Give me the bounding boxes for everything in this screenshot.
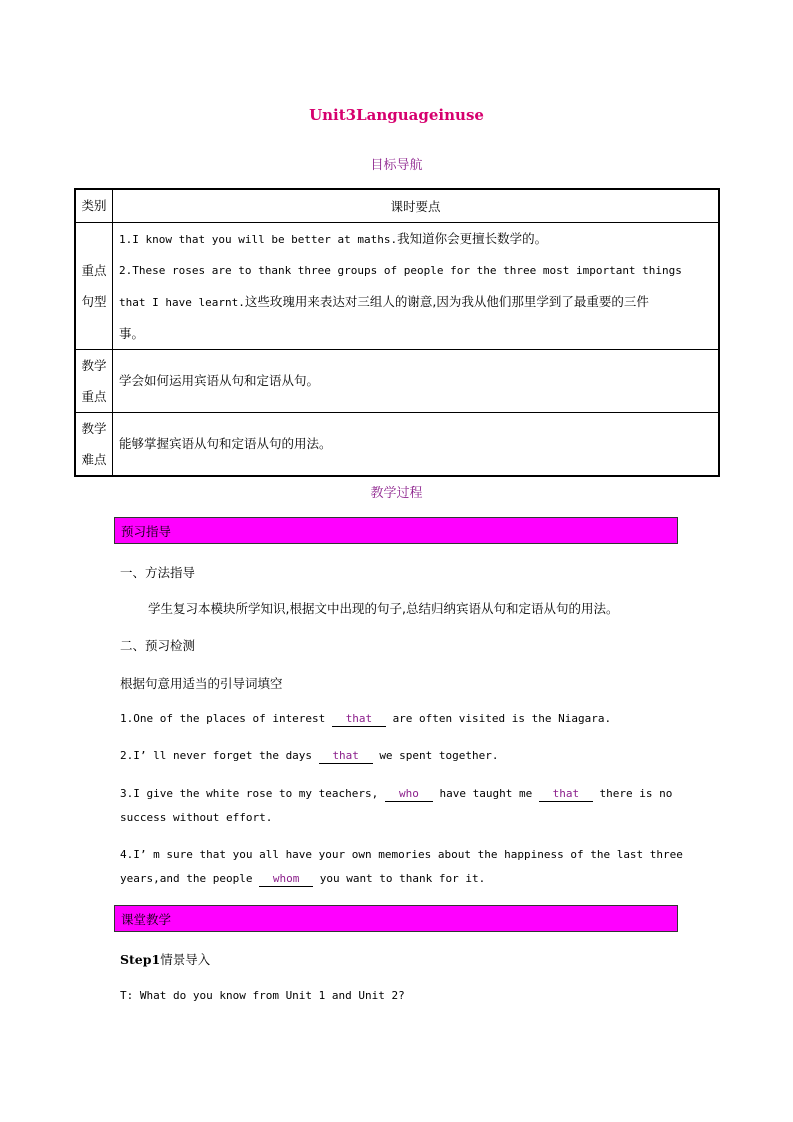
- goals-table: [74, 188, 720, 477]
- sentence-cn: 我知道你会更擅长数学的。: [397, 230, 548, 246]
- row-category-text: 教学 难点: [81, 420, 107, 467]
- q1-text: 1.One of the places of interest: [120, 712, 326, 725]
- row-content: [113, 222, 720, 349]
- question-3-line-2: success without effort.: [120, 811, 273, 824]
- sentence-line: 2.These roses are to thank three groups of people for the three most important things: [119, 263, 682, 277]
- sentence-line: 事。: [119, 325, 145, 341]
- row-content: 能够掌握宾语从句和定语从句的用法。: [113, 412, 720, 476]
- sentence-cn: 这些玫瑰用来表达对三组人的谢意,因为我从他们那里学到了最重要的三件: [244, 293, 649, 309]
- classroom-bar: 课堂教学: [114, 905, 678, 932]
- goal-heading: 目标导航: [370, 158, 423, 173]
- q4-text-after: you want to thank for it.: [319, 872, 486, 885]
- row-category: [75, 412, 113, 476]
- question-2: [120, 749, 499, 764]
- sentence-en: 1.I know that you will be better at maths.: [119, 232, 398, 246]
- question-3: [120, 787, 672, 802]
- header-category: 类别: [75, 189, 113, 222]
- q3-text-after: there is no: [599, 787, 673, 800]
- q3-text-middle: have taught me: [439, 787, 533, 800]
- document-title: Unit3Languageinuse: [309, 106, 484, 124]
- sentence-line: [119, 286, 718, 318]
- row-content: 学会如何运用宾语从句和定语从句。: [113, 349, 720, 412]
- q4-text: years,and the people: [120, 872, 253, 885]
- q2-text-after: we spent together.: [379, 749, 499, 762]
- check-title: 二、预习检测: [120, 638, 196, 653]
- table-row: [75, 222, 719, 349]
- row-category-text: 重点 句型: [81, 262, 107, 309]
- method-title: 一、方法指导: [120, 565, 196, 580]
- q2-blank: that: [319, 749, 373, 764]
- q2-text: 2.I’ ll never forget the days: [120, 749, 313, 762]
- q1-blank: that: [332, 712, 386, 727]
- question-4-line-2: [120, 872, 485, 887]
- step1-title: 情景导入: [160, 952, 211, 967]
- question-4: 4.I’ m sure that you all have your own memories about the happiness of the last three: [120, 848, 683, 861]
- process-heading: 教学过程: [370, 486, 423, 501]
- sentence-line: [119, 223, 718, 255]
- q3-text: 3.I give the white rose to my teachers,: [120, 787, 379, 800]
- row-category-text: 教学 重点: [81, 357, 107, 404]
- step1-heading: [120, 950, 210, 968]
- q4-blank: whom: [259, 872, 313, 887]
- table-row: [75, 349, 719, 412]
- row-category: [75, 222, 113, 349]
- table-row: [75, 412, 719, 476]
- step1-label: Step1: [120, 952, 161, 967]
- header-points: 课时要点: [113, 189, 720, 222]
- method-text: 学生复习本模块所学知识,根据文中出现的句子,总结归纳宾语从句和定语从句的用法。: [148, 601, 619, 616]
- q3-blank-2: that: [539, 787, 593, 802]
- q3-blank-1: who: [385, 787, 433, 802]
- row-category: [75, 349, 113, 412]
- table-header-row: [75, 189, 719, 222]
- question-1: [120, 712, 611, 727]
- teacher-line: T: What do you know from Unit 1 and Unit 2?: [120, 989, 405, 1002]
- q1-text-after: are often visited is the Niagara.: [392, 712, 612, 725]
- preview-bar: 预习指导: [114, 517, 678, 544]
- sentence-en: that I have learnt.: [119, 295, 245, 309]
- instruction-text: 根据句意用适当的引导词填空: [120, 676, 283, 691]
